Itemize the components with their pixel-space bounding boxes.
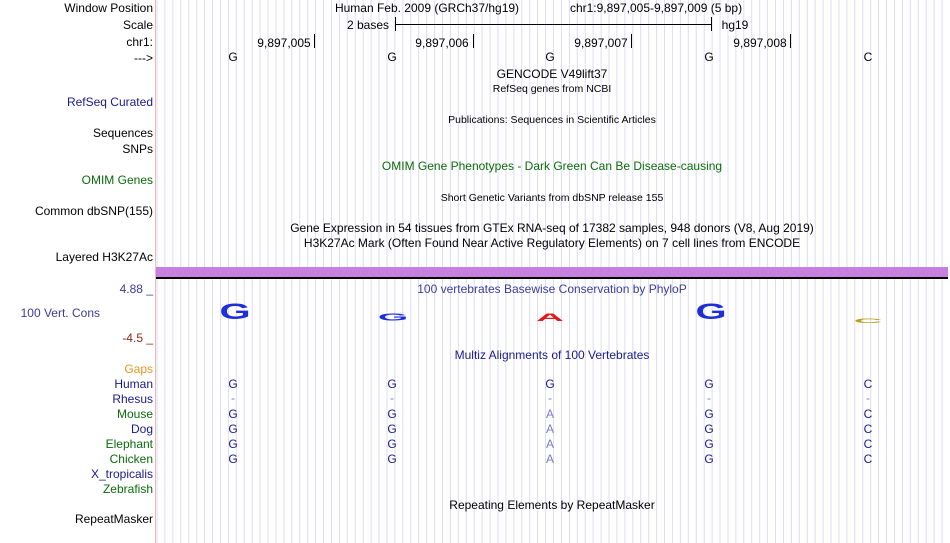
alignment-base: G <box>228 452 238 466</box>
omim-track-title[interactable]: OMIM Gene Phenotypes - Dark Green Can Be Disease-causing <box>381 159 723 173</box>
alignment-base: G <box>228 422 238 436</box>
conservation-logo-letter: C <box>853 317 883 325</box>
alignment-base: - <box>390 391 394 405</box>
h3k27ac-track-title[interactable]: H3K27Ac Mark (Often Found Near Active Regulatory Elements) on 7 cell lines from ENCODE <box>303 236 801 250</box>
sequence-base: G <box>387 50 397 64</box>
conservation-logo-letter: G <box>695 299 727 325</box>
alignment-base: G <box>228 377 238 391</box>
species-zebrafish-label[interactable]: Zebrafish <box>102 482 153 496</box>
chrom-label: chr1: <box>126 35 153 49</box>
window-position-label: Window Position <box>64 1 153 15</box>
species-rhesus-label[interactable]: Rhesus <box>112 392 153 406</box>
h3k27ac-baseline <box>156 277 948 279</box>
alignment-base: G <box>387 422 397 436</box>
repeatmasker-label[interactable]: RepeatMasker <box>74 512 153 526</box>
species-elephant-label[interactable]: Elephant <box>105 437 153 451</box>
scale-bar-text: 2 bases <box>346 18 390 32</box>
species-mouse-label[interactable]: Mouse <box>116 407 153 421</box>
ruler-tick <box>314 34 315 48</box>
alignment-base: G <box>704 452 714 466</box>
scale-bar-right-tick <box>711 17 712 31</box>
alignment-base: G <box>387 452 397 466</box>
alignment-base: A <box>545 422 555 436</box>
alignment-base: - <box>548 391 552 405</box>
assembly-title: Human Feb. 2009 (GRCh37/hg19) <box>334 1 520 15</box>
gtex-track-title[interactable]: Gene Expression in 54 tissues from GTEx RNA-seq of 17382 samples, 948 donors (V8, Aug 2019) <box>290 221 814 235</box>
species-dog-label[interactable]: Dog <box>130 422 153 436</box>
alignment-base: - <box>866 391 870 405</box>
sequences-label[interactable]: Sequences <box>92 126 153 140</box>
strand-direction-label[interactable]: ---> <box>134 51 153 65</box>
alignment-base: - <box>231 391 235 405</box>
alignment-base: G <box>228 407 238 421</box>
omim-genes-label[interactable]: OMIM Genes <box>81 173 153 187</box>
alignment-base: - <box>707 391 711 405</box>
common-dbsnp-label[interactable]: Common dbSNP(155) <box>34 204 153 218</box>
dbsnp-track-title[interactable]: Short Genetic Variants from dbSNP release 155 <box>440 192 664 204</box>
alignment-base: G <box>387 407 397 421</box>
sequence-base: G <box>545 50 555 64</box>
alignment-base: G <box>704 422 714 436</box>
ruler-label: 9,897,006 <box>415 36 469 50</box>
gencode-track-title[interactable]: GENCODE V49lift37 <box>496 67 608 81</box>
conservation-logo-letter: A <box>536 311 564 324</box>
ruler-tick <box>473 34 474 48</box>
sequence-base: G <box>228 50 238 64</box>
phylop-max-label: 4.88 _ <box>119 282 153 296</box>
alignment-base: G <box>228 437 238 451</box>
sequence-base: C <box>863 50 873 64</box>
alignment-base: A <box>545 437 555 451</box>
sequence-base: G <box>704 50 714 64</box>
layered-h3k27ac-label[interactable]: Layered H3K27Ac <box>55 250 153 264</box>
db-label: hg19 <box>721 18 749 32</box>
alignment-base: A <box>545 452 555 466</box>
refseq-curated-label[interactable]: RefSeq Curated <box>66 95 153 109</box>
alignment-base: G <box>387 377 397 391</box>
species-x-tropicalis-label[interactable]: X_tropicalis <box>90 467 153 481</box>
window-position-value: chr1:9,897,005-9,897,009 (5 bp) <box>569 1 743 15</box>
alignment-base: G <box>387 437 397 451</box>
alignment-base: G <box>704 437 714 451</box>
alignment-base: A <box>545 407 555 421</box>
ruler-tick <box>790 34 791 48</box>
gaps-label[interactable]: Gaps <box>124 362 153 376</box>
alignment-base: C <box>863 407 873 421</box>
publications-track-title[interactable]: Publications: Sequences in Scientific Articles <box>448 114 656 126</box>
100-vert-cons-label[interactable]: 100 Vert. Cons <box>20 306 100 320</box>
phylop-min-label: -4.5 _ <box>122 331 153 345</box>
h3k27ac-signal-bar[interactable] <box>156 267 948 277</box>
ruler-label: 9,897,008 <box>733 36 787 50</box>
refseq-track-title[interactable]: RefSeq genes from NCBI <box>492 83 612 95</box>
alignment-base: C <box>863 452 873 466</box>
alignment-base: C <box>863 377 873 391</box>
scale-bar <box>395 24 712 25</box>
conservation-logo-letter: G <box>377 311 409 323</box>
multiz-track-title[interactable]: Multiz Alignments of 100 Vertebrates <box>454 348 650 362</box>
alignment-base: C <box>863 437 873 451</box>
conservation-logo-letter: G <box>219 299 251 325</box>
scale-label: Scale <box>122 18 153 32</box>
ruler-tick <box>631 34 632 48</box>
species-chicken-label[interactable]: Chicken <box>109 452 153 466</box>
ruler-label: 9,897,005 <box>257 36 311 50</box>
species-human-label[interactable]: Human <box>114 377 153 391</box>
snps-label[interactable]: SNPs <box>122 142 153 156</box>
alignment-base: C <box>863 422 873 436</box>
ruler-label: 9,897,007 <box>574 36 628 50</box>
alignment-base: G <box>545 377 555 391</box>
repeatmasker-track-title[interactable]: Repeating Elements by RepeatMasker <box>449 498 655 512</box>
phylop-track-title[interactable]: 100 vertebrates Basewise Conservation by PhyloP <box>417 282 687 296</box>
alignment-base: G <box>704 377 714 391</box>
alignment-base: G <box>704 407 714 421</box>
